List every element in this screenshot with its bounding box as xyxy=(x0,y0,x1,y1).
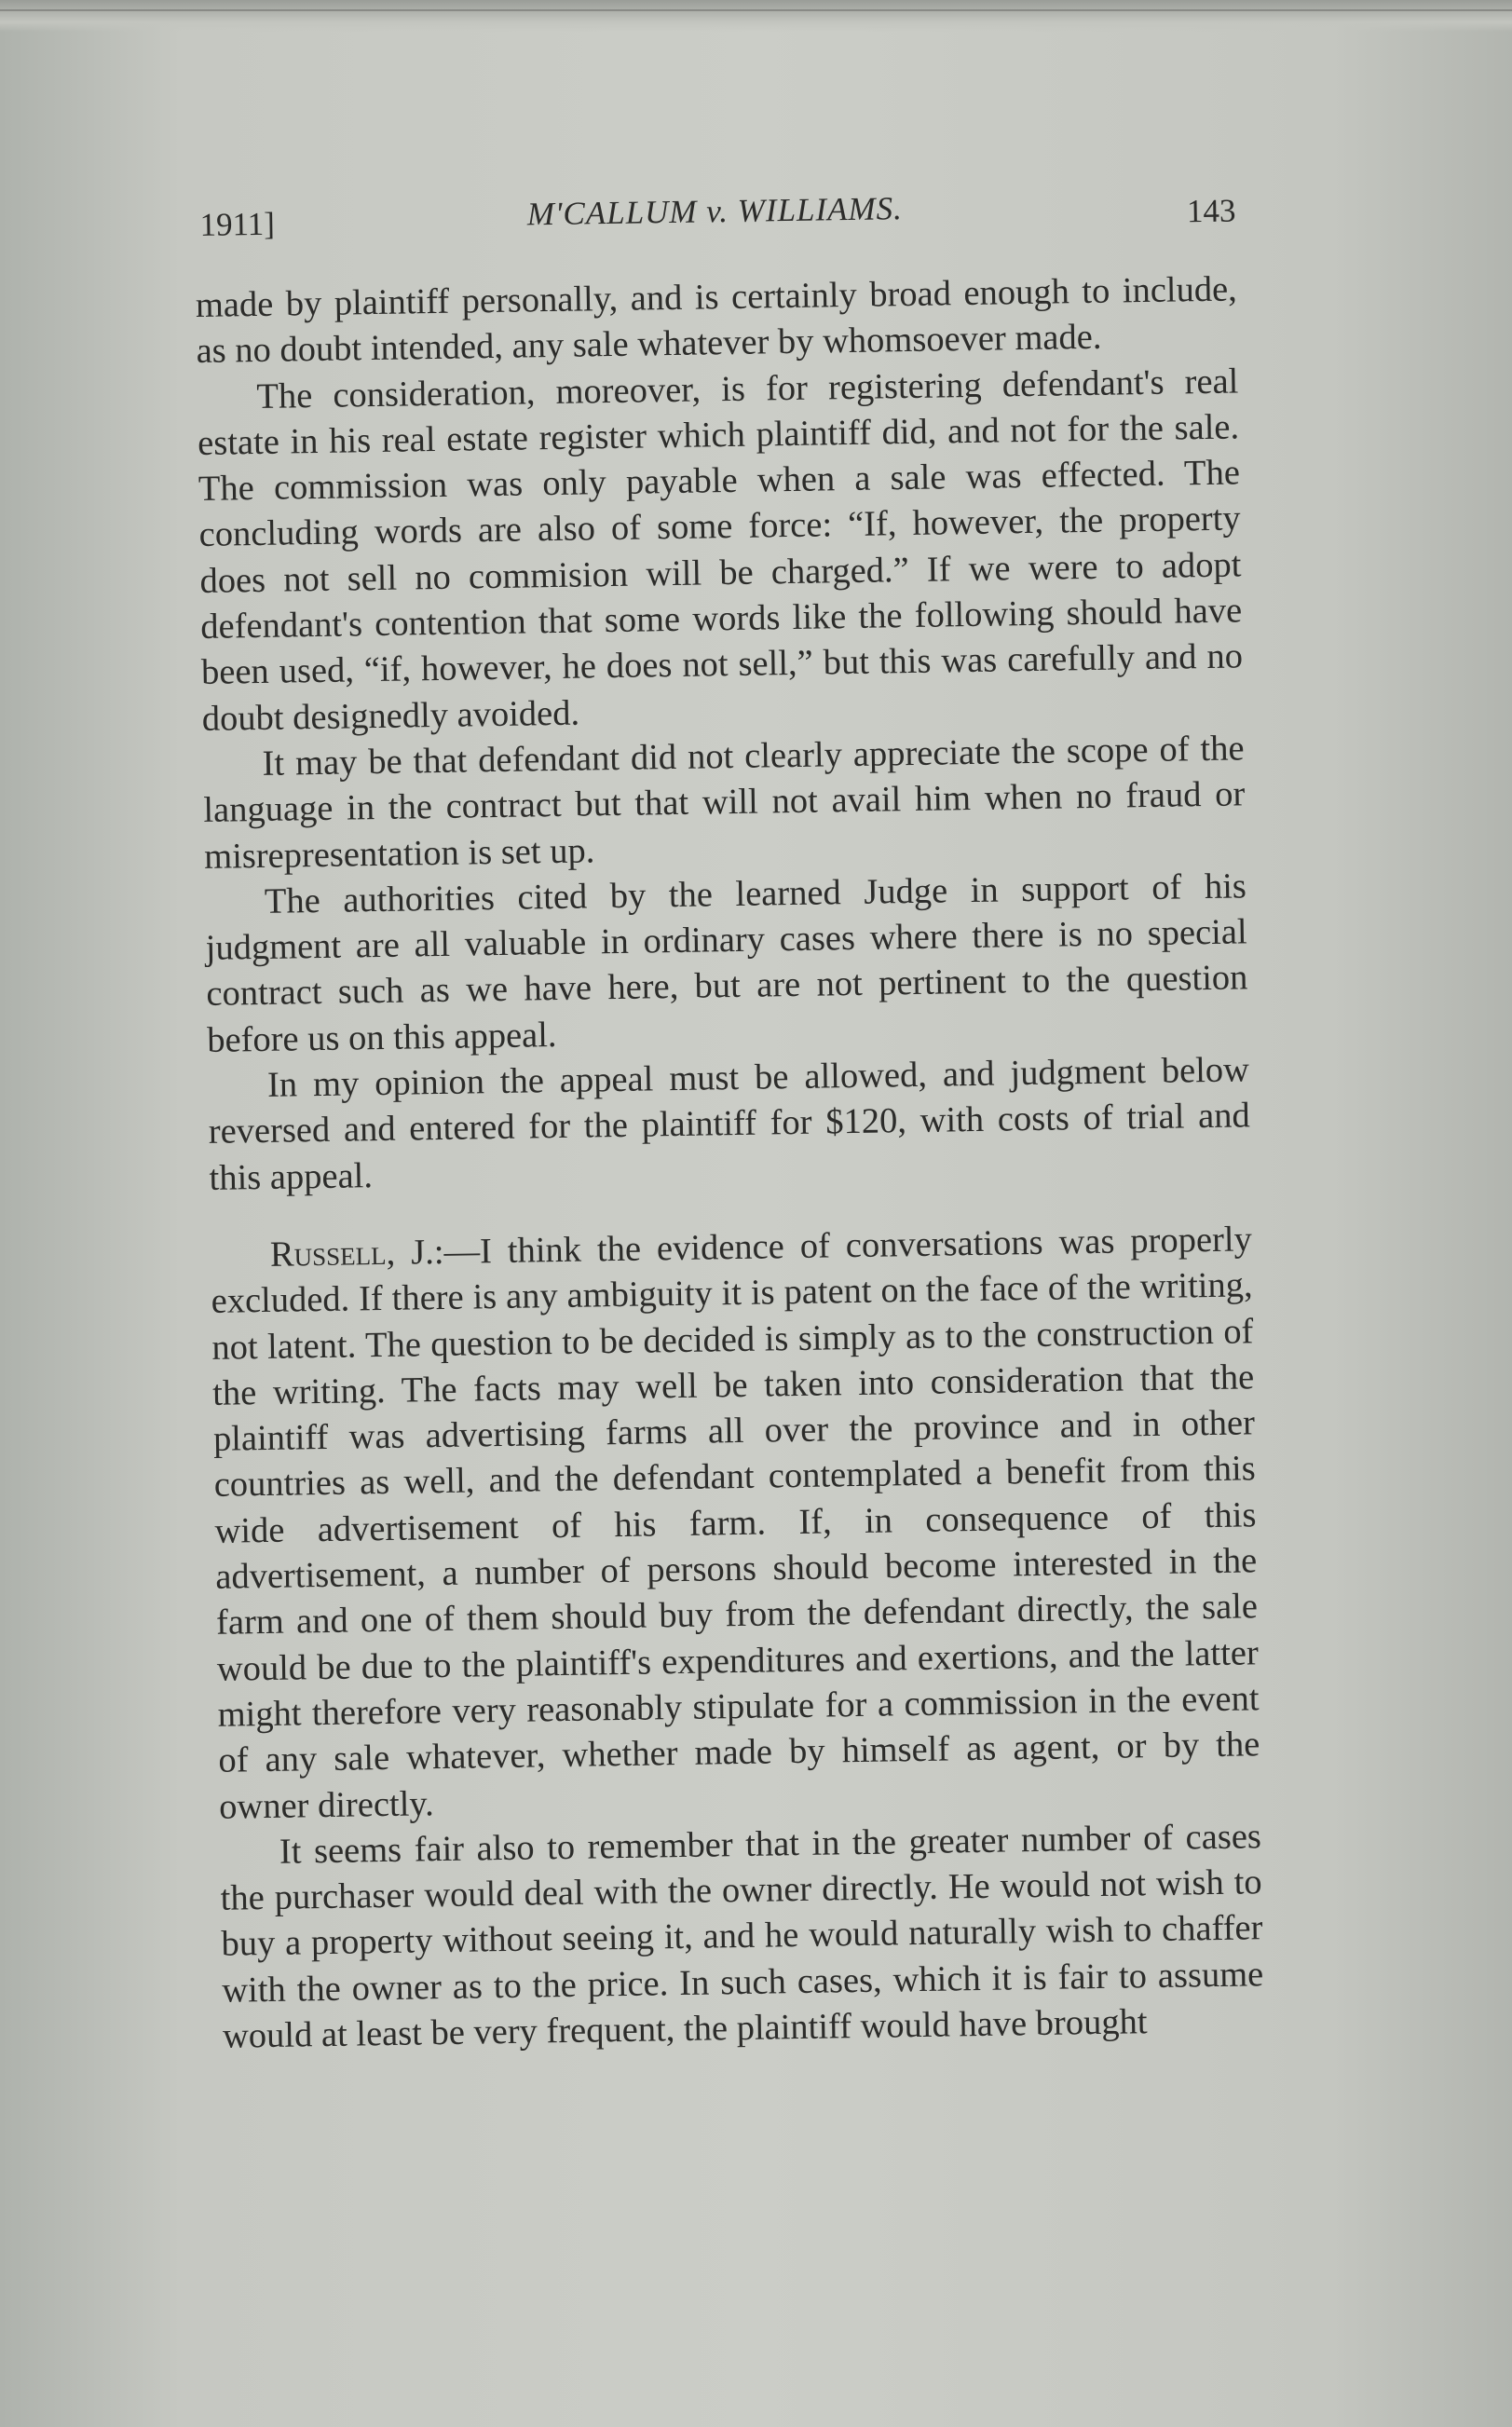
paragraph-7: It seems fair also to remember that in the greater number of cases the purchaser would deal with the owner directly. He would not wish to buy a property without seeing it, and he would naturally wish to chaffer with the owner as to the price. In such cases, which it is fair to assume would at least be very frequent, the plaintiff would have brought xyxy=(220,1817,1264,2056)
paragraph-2: The consideration, moreover, is for registering defendant's real estate in his real estate register which plaintiff did, and not for the sale. The commission was only payable when a sale was effected. The concluding words are also of some force: “If, however, the property does not sell no commision will be charged.” If we were to adopt defendant's contention that some words like the following should have been used, “if, however, he does not sell,” but this was carefully and no doubt designedly avoided. xyxy=(197,361,1244,739)
page-top-edge xyxy=(0,0,1512,32)
judge-name: Russell, J. xyxy=(269,1233,435,1275)
paragraph-5: In my opinion the appeal must be allowed, and judgment below reversed and entered for the plaintiff for $120, with costs of trial and this appeal. xyxy=(208,1050,1251,1198)
body-text xyxy=(196,266,1265,2060)
header-page-number: 143 xyxy=(1186,192,1236,230)
paragraph-4: The authorities cited by the learned Judge in support of his judgment are all valuable in ordinary cases where there is no special contract such as we have here, but are not pertinent to the question before us on this appeal. xyxy=(205,866,1248,1060)
header-year: 1911] xyxy=(199,205,276,243)
header-case-title: M'CALLUM v. WILLIAMS. xyxy=(526,190,904,233)
paragraph-1: made by plaintiff personally, and is certainly broad enough to include, as no doubt intended, any sale whatever by whomsoever made. xyxy=(195,269,1238,372)
text-block xyxy=(194,177,1264,2060)
paragraph-3: It may be that defendant did not clearly appreciate the scope of the language in the contract but that will not avail him when no fraud or misrepresentation is set up. xyxy=(203,729,1246,877)
page-top-rule xyxy=(0,9,1512,11)
russell-opinion-text: :—I think the evidence of conversations was properly excluded. If there is any ambiguity it is patent on the face of the writing, not latent. The question to be decided is simply as to the construction of the writing. The facts may well be taken into consideration that the plaintiff was advertising farms all over the province and in other countries as well, and the defendant contemplated a benefit from this wide advertisement of his farm. If, in consequence of this advertisement, a number of persons should become interested in the farm and one of them should buy from the defendant directly, the sale would be due to the plaintiff's expenditures and exertions, and the latter might therefore very reasonably stipulate for a commission in the event of any sale whatever, whether made by himself as agent, or by the owner directly. xyxy=(211,1220,1260,1827)
running-head xyxy=(194,177,1236,252)
russell-opinion-paragraph xyxy=(211,1217,1261,1830)
